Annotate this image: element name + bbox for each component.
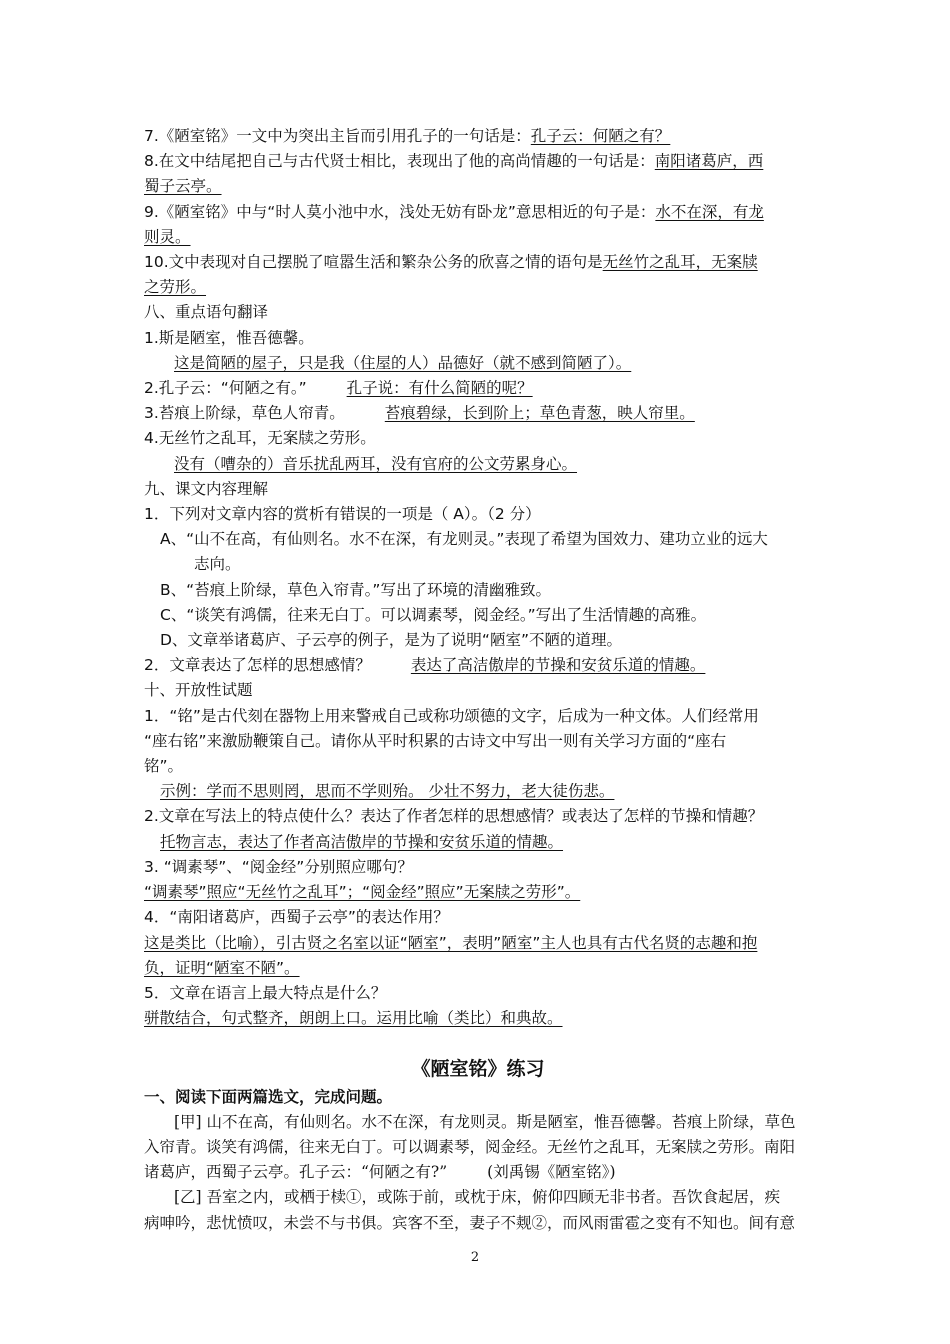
answer-text: 托物言志，表达了作者高洁傲岸的节操和安贫乐道的情趣。 [160,832,564,851]
translation-item-4: 4.无丝竹之乱耳，无案牍之劳形。 [144,429,376,448]
question-8-continued [144,174,812,199]
open-question-2: 2.文章在写法上的特点使什么？表达了作者怎样的思想感情？或表达了怎样的节操和情趣？ [144,807,764,826]
answer-text: 这是简陋的屋子，只是我（住屋的人）品德好（就不感到简陋了）。 [174,353,632,372]
translation-answer-4 [144,452,812,477]
open-answer-4 [144,931,812,956]
passage-text: 诸葛庐，西蜀子云亭。孔子云：“何陋之有?” [144,1163,448,1182]
answer-text: 孔子说：有什么简陋的呢？ [346,379,533,398]
translation-item-1: 1.斯是陋室，惟吾德馨。 [144,328,314,347]
option-b: B、“苔痕上阶绿，草色入帘青。”写出了环境的清幽雅致。 [160,580,551,599]
comprehension-question-1: 1．下列对文章内容的赏析有错误的一项是（ A）。（2 分） [144,505,541,524]
answer-text: 南阳诸葛庐，西 [654,152,764,171]
question-text: 7.《陋室铭》一文中为突出主旨而引用孔子的一句话是： [144,127,531,145]
option-d: D、文章举诸葛庐、子云亭的例子，是为了说明“陋室”不陋的道理。 [160,631,622,650]
question-text: 2.孔子云：“何陋之有。” [144,379,307,398]
passage-jia-line3 [144,1160,812,1185]
answer-text: “调素琴”照应“无丝竹之乱耳”；“阅金经”照应”无案牍之劳形”。 [144,883,581,902]
answer-text: 没有（嘈杂的）音乐扰乱两耳，没有官府的公文劳累身心。 [174,454,578,473]
option-a-continued: 志向。 [194,555,241,574]
answer-text: 负，证明“陋室不陋”。 [144,958,300,977]
question-9 [144,200,812,225]
open-question-3: 3. “调素琴”、“阅金经”分别照应哪句？ [144,857,413,876]
open-question-1-line2: “座右铭”来激励鞭策自己。请你从平时积累的古诗文中写出一则有关学习方面的“座右 [144,731,727,750]
open-answer-1 [144,779,812,804]
open-answer-3 [144,880,812,905]
answer-text: 蜀子云亭。 [144,177,222,196]
option-c: C、“谈笑有鸿儒，往来无白丁。可以调素琴，阅金经。”写出了生活情趣的高雅。 [160,605,707,624]
comprehension-question-2 [144,653,812,678]
question-text: 9.《陋室铭》中与“时人莫小池中水，浅处无妨有卧龙”意思相近的句子是： [144,202,656,221]
passage-yi-line1: [乙] 吾室之内，或栖于椟①，或陈于前，或枕于床，俯仰四顾无非书者。吾饮食起居，疾 [174,1188,781,1207]
open-question-5: 5．文章在语言上最大特点是什么？ [144,983,387,1002]
answer-text: 则灵。 [144,227,191,246]
question-8 [144,149,812,174]
exercise-heading: 一、阅读下面两篇选文，完成问题。 [144,1087,393,1106]
exercise-title: 《陋室铭》练习 [411,1058,545,1081]
passage-jia-line2: 入帘青。谈笑有鸿儒，往来无白丁。可以调素琴，阅金经。无丝竹之乱耳，无案牍之劳形。南阳 [144,1137,796,1156]
open-question-1: 1．“铭”是古代刻在器物上用来警戒自己或称功颂德的文字，后成为一种文体。人们经常用 [144,706,759,725]
answer-text: 骈散结合，句式整齐，朗朗上口。运用比喻（类比）和典故。 [144,1009,563,1028]
open-question-1-line3: 铭”。 [144,757,184,776]
document-body [144,124,812,1236]
answer-text: 孔子云：何陋之有？ [530,127,671,145]
translation-item-3 [144,401,812,426]
passage-jia-line1: [甲] 山不在高，有仙则名。水不在深，有龙则灵。斯是陋室，惟吾德馨。苔痕上阶绿，草色 [174,1112,796,1131]
translation-item-2 [144,376,812,401]
open-answer-4-continued [144,956,812,981]
question-10 [144,250,812,275]
passage-source: (刘禹锡《陋室铭》) [487,1163,616,1182]
question-text: 10.文中表现对自己摆脱了喧嚣生活和繁杂公务的欣喜之情的语句是 [144,253,603,272]
answer-text: 水不在深，有龙 [655,202,764,221]
answer-text: 表达了高洁傲岸的节操和安贫乐道的情趣。 [410,656,706,675]
answer-text: 无丝竹之乱耳，无案牍 [602,253,758,272]
question-text: 2．文章表达了怎样的思想感情？ [144,656,371,675]
question-7 [144,124,812,149]
section-heading-9: 九、课文内容理解 [144,479,269,498]
question-10-continued [144,275,812,300]
translation-answer-1 [144,351,812,376]
question-9-continued [144,225,812,250]
passage-yi-line2: 病呻吟，悲忧愤叹，未尝不与书俱。宾客不至，妻子不觌②，而风雨雷雹之变有不知也。间有意 [144,1213,796,1232]
open-question-4: 4．“南阳诸葛庐，西蜀子云亭”的表达作用？ [144,908,449,927]
answer-text: 苔痕碧绿，长到阶上；草色青葱，映人帘里。 [384,404,695,423]
answer-text: 示例：学而不思则罔，思而不学则殆。 少壮不努力，老大徒伤悲。 [160,782,615,801]
page-number: 2 [470,1250,480,1265]
section-heading-10: 十、开放性试题 [144,681,253,700]
open-answer-2 [144,830,812,855]
section-heading-8: 八、重点语句翻译 [144,303,269,322]
question-text: 3.苔痕上阶绿，草色人帘青。 [144,404,345,423]
answer-text: 之劳形。 [144,278,207,297]
question-text: 8.在文中结尾把自己与古代贤士相比，表现出了他的高尚情趣的一句话是： [144,152,655,171]
open-answer-5 [144,1006,812,1031]
option-a: A、“山不在高，有仙则名。水不在深，有龙则灵。”表现了希望为国效力、建功立业的远大 [160,530,768,549]
answer-text: 这是类比（比喻），引古贤之名室以证“陋室”，表明”陋室”主人也具有古代名贤的志趣和抱 [144,933,758,952]
